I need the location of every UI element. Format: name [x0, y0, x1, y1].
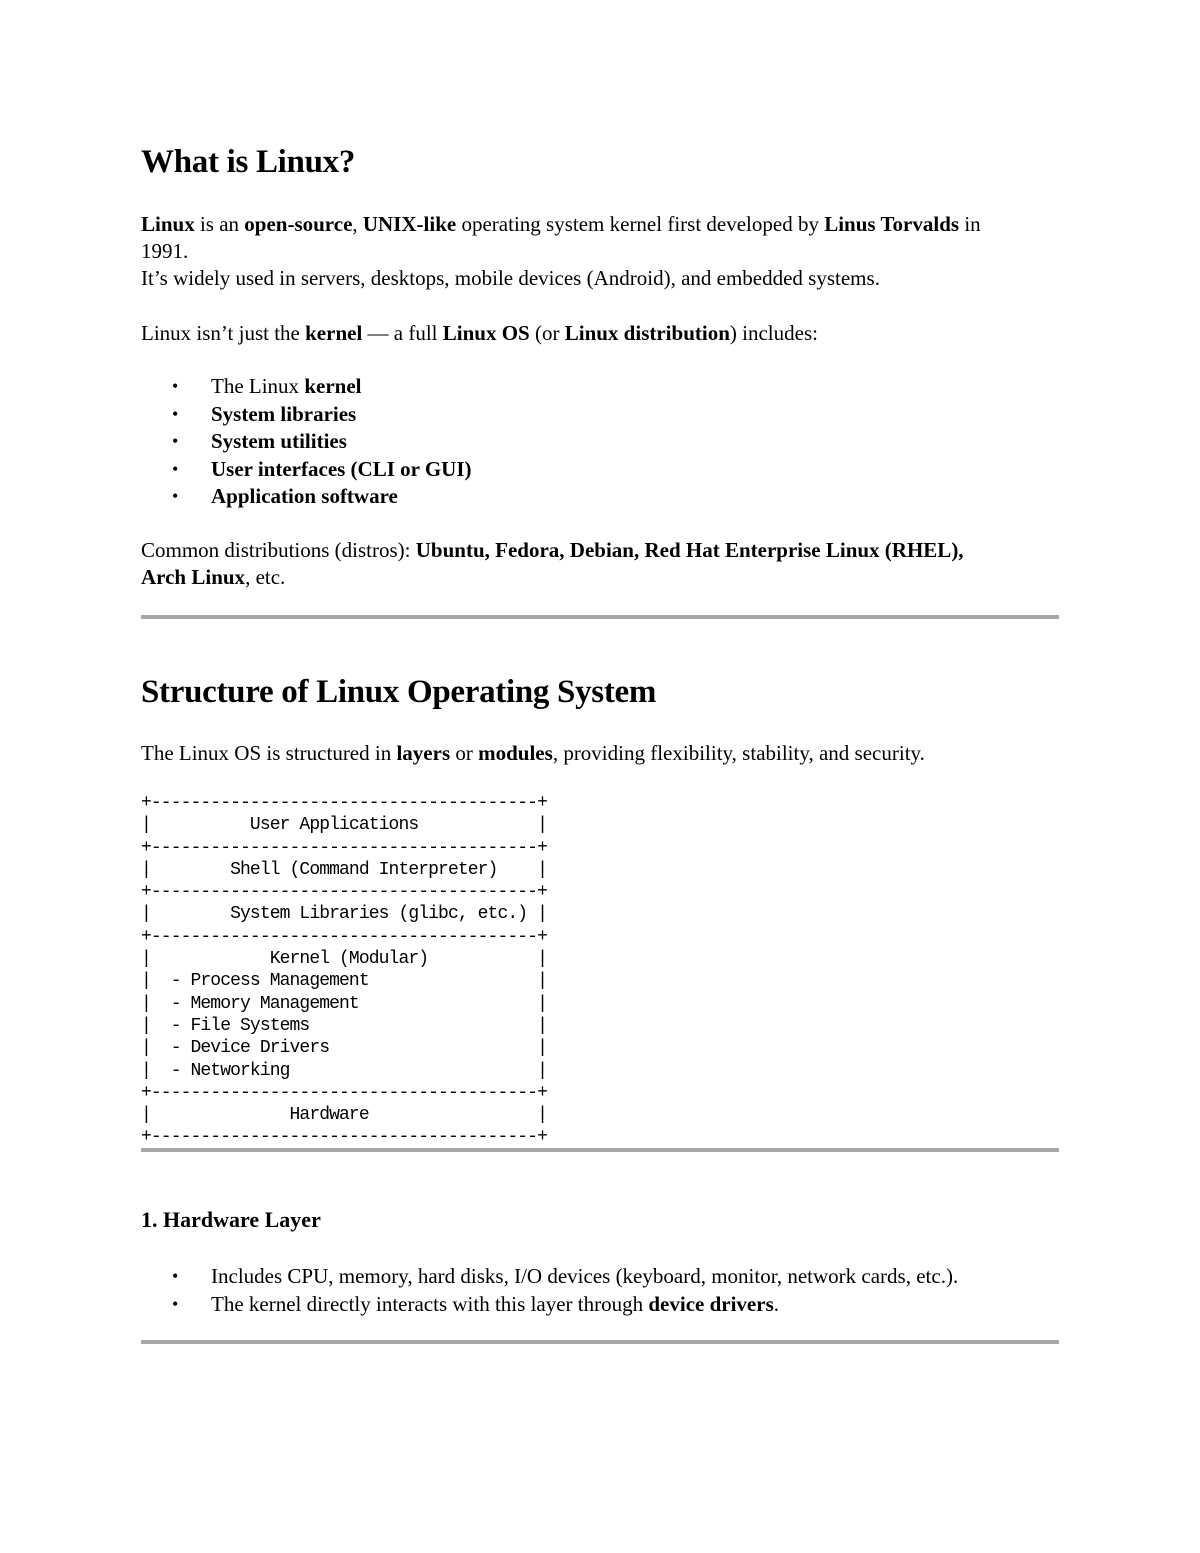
bullet-icon: •	[172, 458, 179, 479]
list-item: • System utilities	[141, 428, 1059, 456]
list-item: • The Linux kernel	[141, 373, 1059, 401]
usage-text: It’s widely used in servers, desktops, mobile devices (Android), and embedded systems.	[141, 266, 880, 290]
bullet-icon: •	[172, 1266, 179, 1286]
divider	[141, 1148, 1059, 1152]
heading-structure: Structure of Linux Operating System	[141, 674, 657, 710]
structure-paragraph: The Linux OS is structured in layers or modules, providing flexibility, stability, and security.	[141, 741, 925, 765]
bullet-icon: •	[172, 486, 179, 506]
list-item: • The kernel directly interacts with this layer through device drivers.	[141, 1291, 1059, 1319]
list-item: • Application software	[141, 483, 1059, 511]
includes-paragraph: Linux isn’t just the kernel — a full Linux OS (or Linux distribution) includes:	[141, 321, 818, 345]
bullet-icon: •	[172, 431, 179, 451]
distros-paragraph: Common distributions (distros): Ubuntu, Fedora, Debian, Red Hat Enterprise Linux (RHEL), Arch Linux, etc.	[141, 538, 964, 589]
components-list	[141, 373, 1059, 511]
heading-hardware-layer: 1. Hardware Layer	[141, 1207, 321, 1232]
divider	[141, 615, 1059, 619]
bullet-icon: •	[172, 1293, 179, 1314]
layer-diagram: +---------------------------------------+ | User Applications | +---------------------------------------+ | Shell (Command Interpreter) | +---------------------------------------+ | System Libraries (glibc, etc.) | +---------------------------------------+ | Kernel (Modular) | | - Process Management | | - Memory Management | | - File Systems | | - Device Drivers | | - Networking | +---------------------------------------+ | Hardware | +---------------------------------------+	[141, 793, 547, 1148]
list-item: • User interfaces (CLI or GUI)	[141, 456, 1059, 484]
divider	[141, 1340, 1059, 1344]
bullet-icon: •	[172, 403, 179, 424]
bullet-icon: •	[172, 376, 179, 396]
intro-paragraph: Linux is an open-source, UNIX-like operating system kernel first developed by Linus Torvalds in 1991. It’s widely used in servers, desktops, mobile devices (Android), and embedded systems.	[141, 212, 981, 290]
list-item: • System libraries	[141, 401, 1059, 429]
hardware-list	[141, 1263, 1059, 1318]
heading-what-is-linux: What is Linux?	[141, 144, 356, 180]
list-item: • Includes CPU, memory, hard disks, I/O devices (keyboard, monitor, network cards, etc.).	[141, 1263, 1059, 1291]
